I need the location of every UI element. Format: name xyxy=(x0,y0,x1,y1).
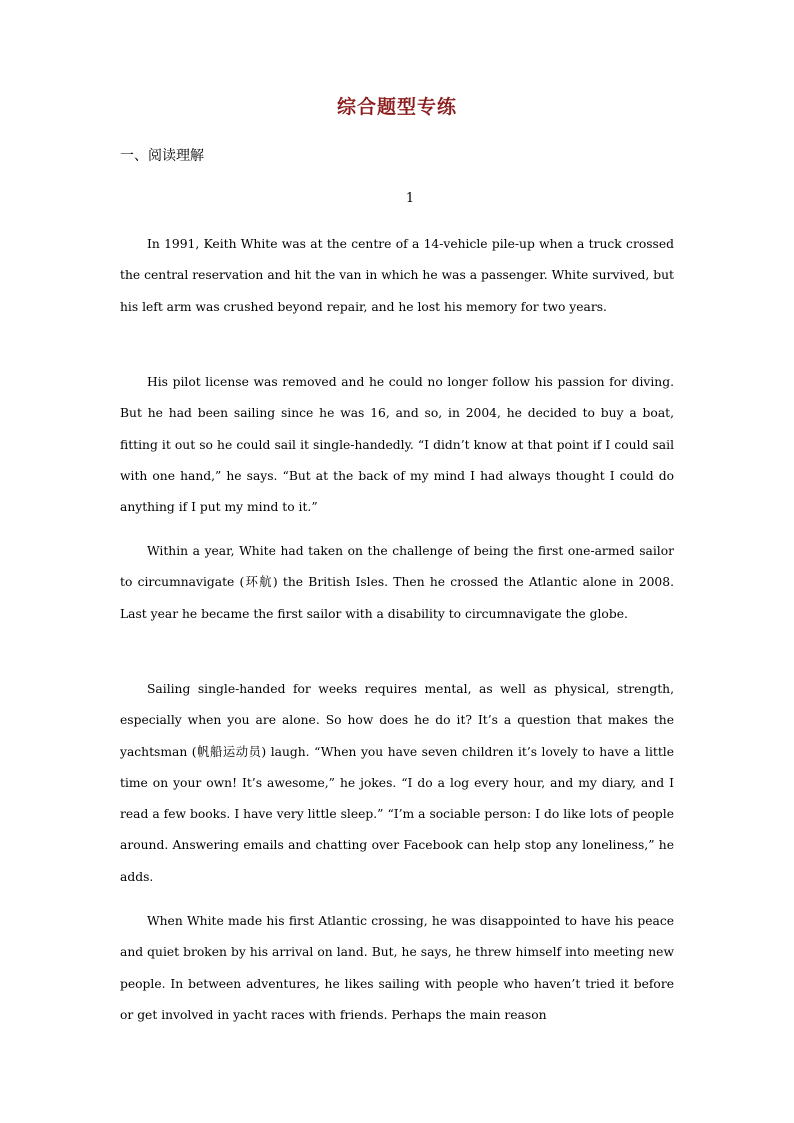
paragraph: His pilot license was removed and he could no longer follow his passion for diving. But he had been sailing since he was 16, and so, in 2004, he decided to buy a boat, fitting it out so he could sail it single-handedly. “I didn’t know at that point if I could sail with one hand,” he says. “But at the back of my mind I had always thought I could do anything if I put my mind to it.” xyxy=(120,375,674,515)
paragraph: Within a year, White had taken on the challenge of being the first one-armed sailor to circumnavigate (环航) the British Isles. Then he crossed the Atlantic alone in 2008. Last year he became the first sailor with a disability to circumnavigate the globe. xyxy=(120,544,674,621)
paragraph: When White made his first Atlantic crossing, he was disappointed to have his peace and quiet broken by his arrival on land. But, he says, he threw himself into meeting new people. In between adventures, he likes sailing with people who haven’t tried it before or get involved in yacht races with friends. Perhaps the main reason xyxy=(120,914,674,1022)
paragraph: Sailing single-handed for weeks requires mental, as well as physical, strength, especially when you are alone. So how does he do it? It’s a question that makes the yachtsman (帆船运动员) laugh. “When you have seven children it’s lovely to have a little time on your own! It’s awesome,” he jokes. “I do a log every hour, and my diary, and I read a few books. I have very little sleep.” “I’m a sociable person: I do like lots of people around. Answering emails and chatting over Facebook can help stop any loneliness,” he adds. xyxy=(120,682,674,884)
document-title: 综合题型专练 xyxy=(336,96,457,118)
section-heading: 一、阅读理解 xyxy=(120,148,204,164)
paragraph: In 1991, Keith White was at the centre of a 14-vehicle pile-up when a truck crossed the central reservation and hit the van in which he was a passenger. White survived, but his left arm was crushed beyond repair, and he lost his memory for two years. xyxy=(120,237,674,314)
passage-number: 1 xyxy=(405,191,415,206)
